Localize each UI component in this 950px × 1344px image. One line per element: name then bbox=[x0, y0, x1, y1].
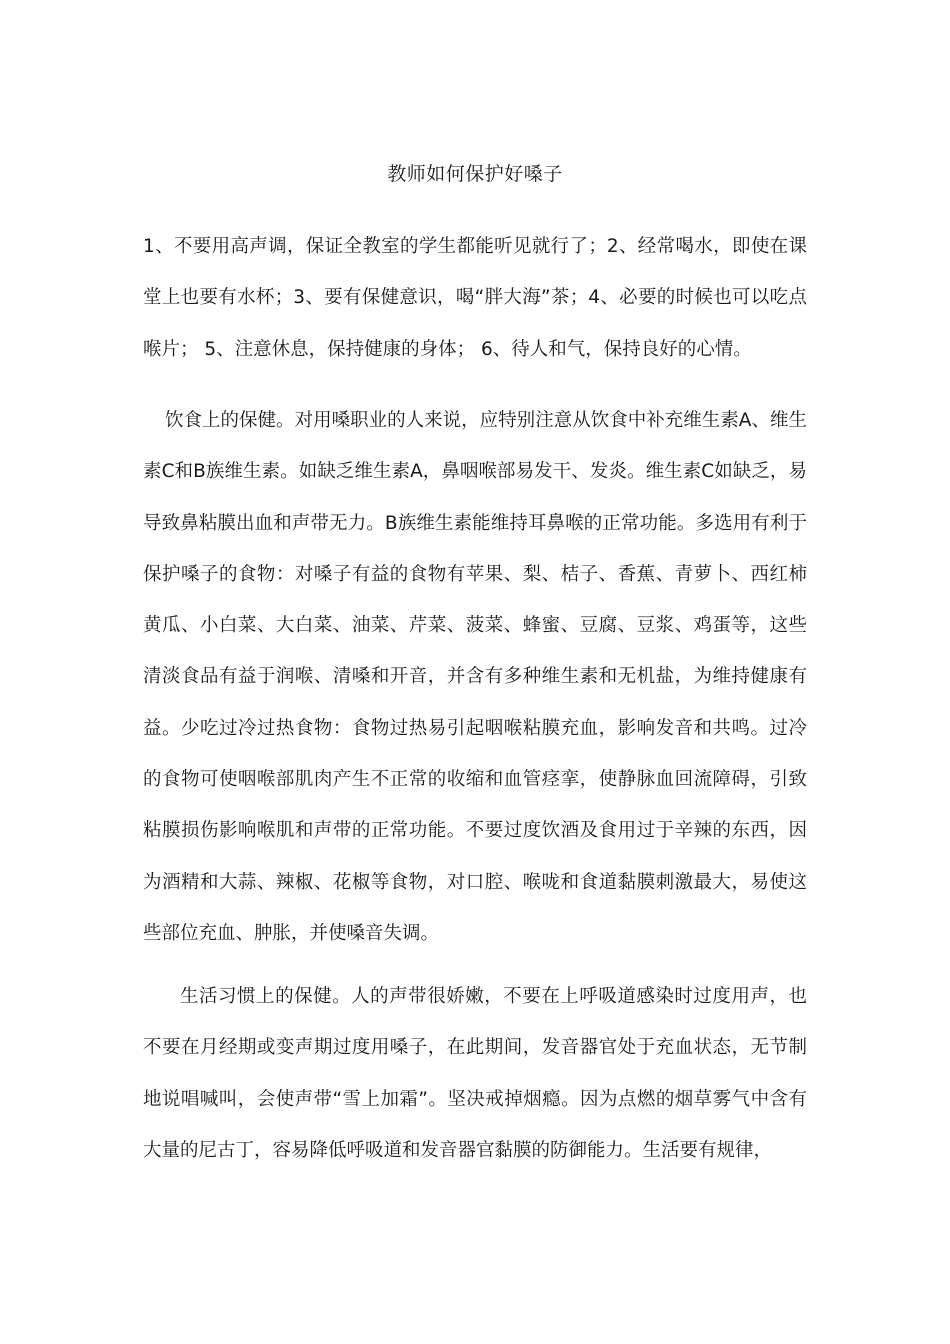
paragraph-tips: 1、不要用高声调，保证全教室的学生都能听见就行了；2、经常喝水，即使在课堂上也要有水杯；3、要有保健意识，喝“胖大海”茶；4、必要的时候也可以吃点喉片； 5、注意休息，保持健康的身体； 6、待人和气，保持良好的心情。 bbox=[143, 236, 807, 360]
document-title: 教师如何保护好嗓子 bbox=[387, 163, 563, 185]
paragraph-lifestyle: 生活习惯上的保健。人的声带很娇嫩，不要在上呼吸道感染时过度用声，也不要在月经期或变声期过度用嗓子，在此期间，发音器官处于充血状态，无节制地说唱喊叫，会使声带“雪上加霜”。坚决戒掉烟瘾。因为点燃的烟草雾气中含有大量的尼古丁，容易降低呼吸道和发音器官黏膜的防御能力。生活要有规律， bbox=[143, 986, 807, 1161]
paragraph-diet: 饮食上的保健。对用嗓职业的人来说，应特别注意从饮食中补充维生素A、维生素C和B族维生素。如缺乏维生素A，鼻咽喉部易发干、发炎。维生素C如缺乏，易导致鼻粘膜出血和声带无力。B族维生素能维持耳鼻喉的正常功能。多选用有利于保护嗓子的食物：对嗓子有益的食物有苹果、梨、桔子、香蕉、青萝卜、西红柿黄瓜、小白菜、大白菜、油菜、芹菜、菠菜、蜂蜜、豆腐、豆浆、鸡蛋等，这些清淡食品有益于润喉、清嗓和开音，并含有多种维生素和无机盐，为维持健康有益。少吃过冷过热食物：食物过热易引起咽喉粘膜充血，影响发音和共鸣。过冷的食物可使咽喉部肌肉产生不正常的收缩和血管痉挛，使静脉血回流障碍，引致粘膜损伤影响喉肌和声带的正常功能。不要过度饮酒及食用过于辛辣的东西，因为酒精和大蒜、辣椒、花椒等食物，对口腔、喉咙和食道黏膜刺激最大，易使这些部位充血、肿胀，并使嗓音失调。 bbox=[143, 410, 807, 944]
